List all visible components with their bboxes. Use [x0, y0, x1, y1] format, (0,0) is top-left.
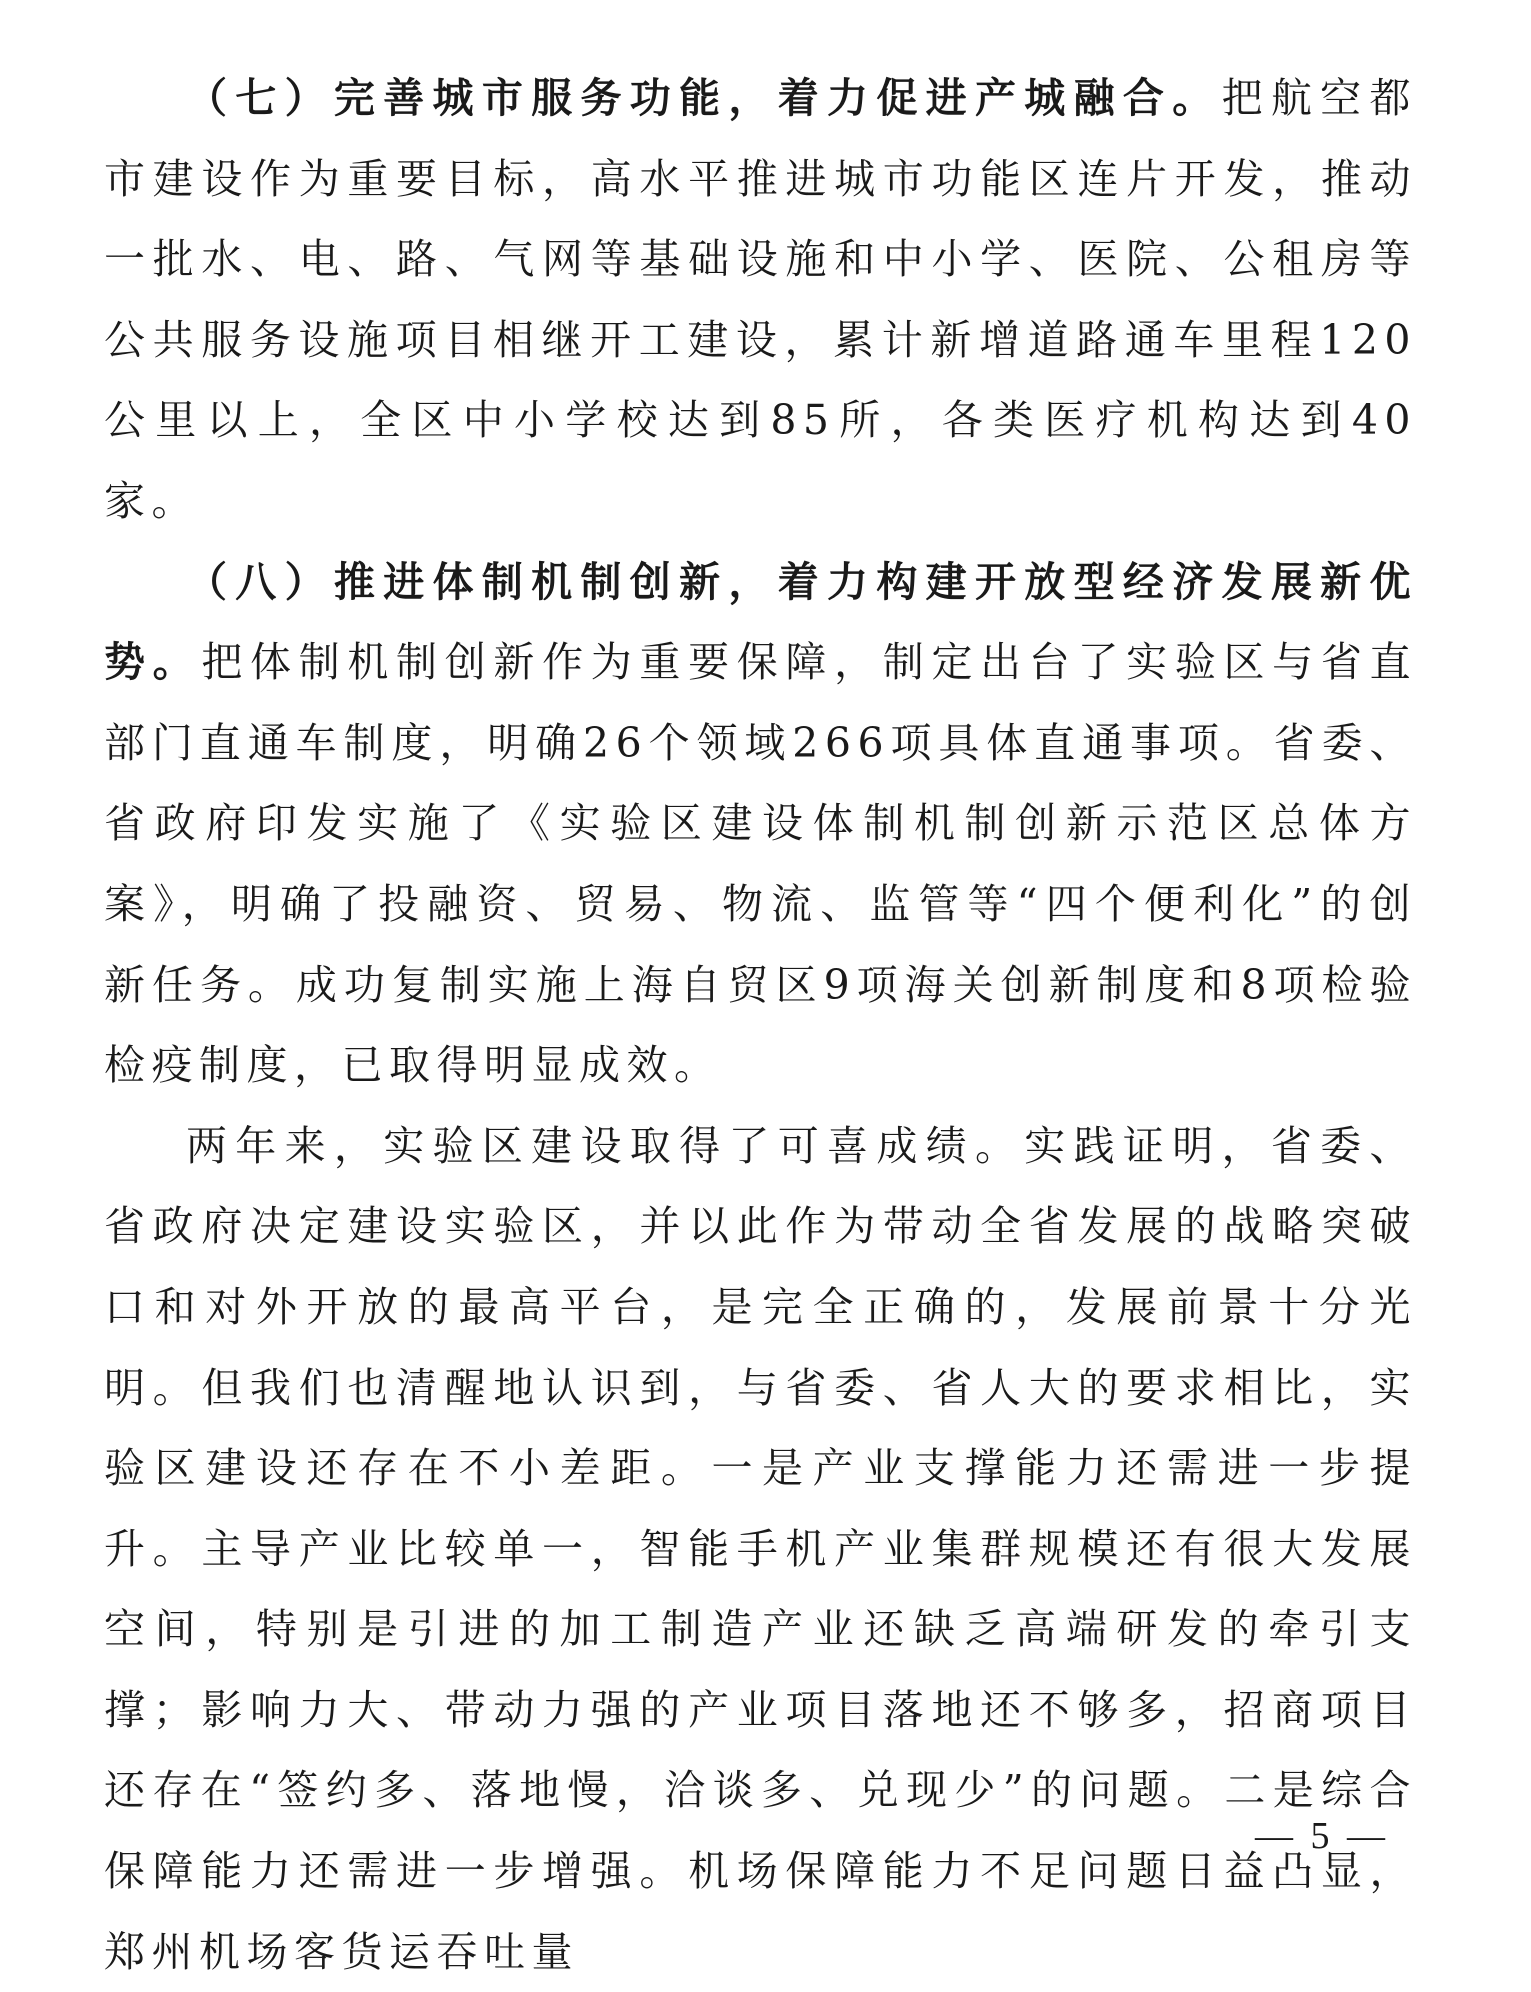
- paragraph-institutional-innovation: [104, 542, 1417, 1106]
- paragraph-body: 两年来，实验区建设取得了可喜成绩。实践证明，省委、省政府决定建设实验区，并以此作为带动全省发展的战略突破口和对外开放的最高平台，是完全正确的，发展前景十分光明。但我们也清醒地认识到，与省委、省人大的要求相比，实验区建设还存在不小差距。一是产业支撑能力还需进一步提升。主导产业比较单一，智能手机产业集群规模还有很大发展空间，特别是引进的加工制造产业还缺乏高端研发的牵引支撑；影响力大、带动力强的产业项目落地还不够多，招商项目还存在“签约多、落地慢，洽谈多、兑现少”的问题。二是综合保障能力还需进一步增强。机场保障能力不足问题日益凸显，郑州机场客货运吞吐量: [104, 1121, 1417, 1976]
- paragraph-heading: （七）完善城市服务功能，着力促进产城融合。: [186, 74, 1222, 122]
- paragraph-heading: （八）推进体制机制创新，着力构建开放型经济发展新优势。: [104, 557, 1417, 687]
- paragraph-urban-services: [104, 58, 1417, 542]
- document-page: [104, 58, 1417, 1992]
- paragraph-body: 把体制机制创新作为重要保障，制定出台了实验区与省直部门直通车制度，明确26个领域266项具体直通事项。省委、省政府印发实施了《实验区建设体制机制创新示范区总体方案》，明确了投融资、贸易、物流、监管等“四个便利化”的创新任务。成功复制实施上海自贸区9项海关创新制度和8项检验检疫制度，已取得明显成效。: [104, 638, 1418, 1090]
- paragraph-summary: [104, 1106, 1417, 1992]
- paragraph-body: 把航空都市建设作为重要目标，高水平推进城市功能区连片开发，推动一批水、电、路、气网等基础设施和中小学、医院、公租房等公共服务设施项目相继开工建设，累计新增道路通车里程120公里以上，全区中小学校达到85所，各类医疗机构达到40家。: [104, 74, 1417, 525]
- page-number: — 5 —: [1255, 1815, 1389, 1857]
